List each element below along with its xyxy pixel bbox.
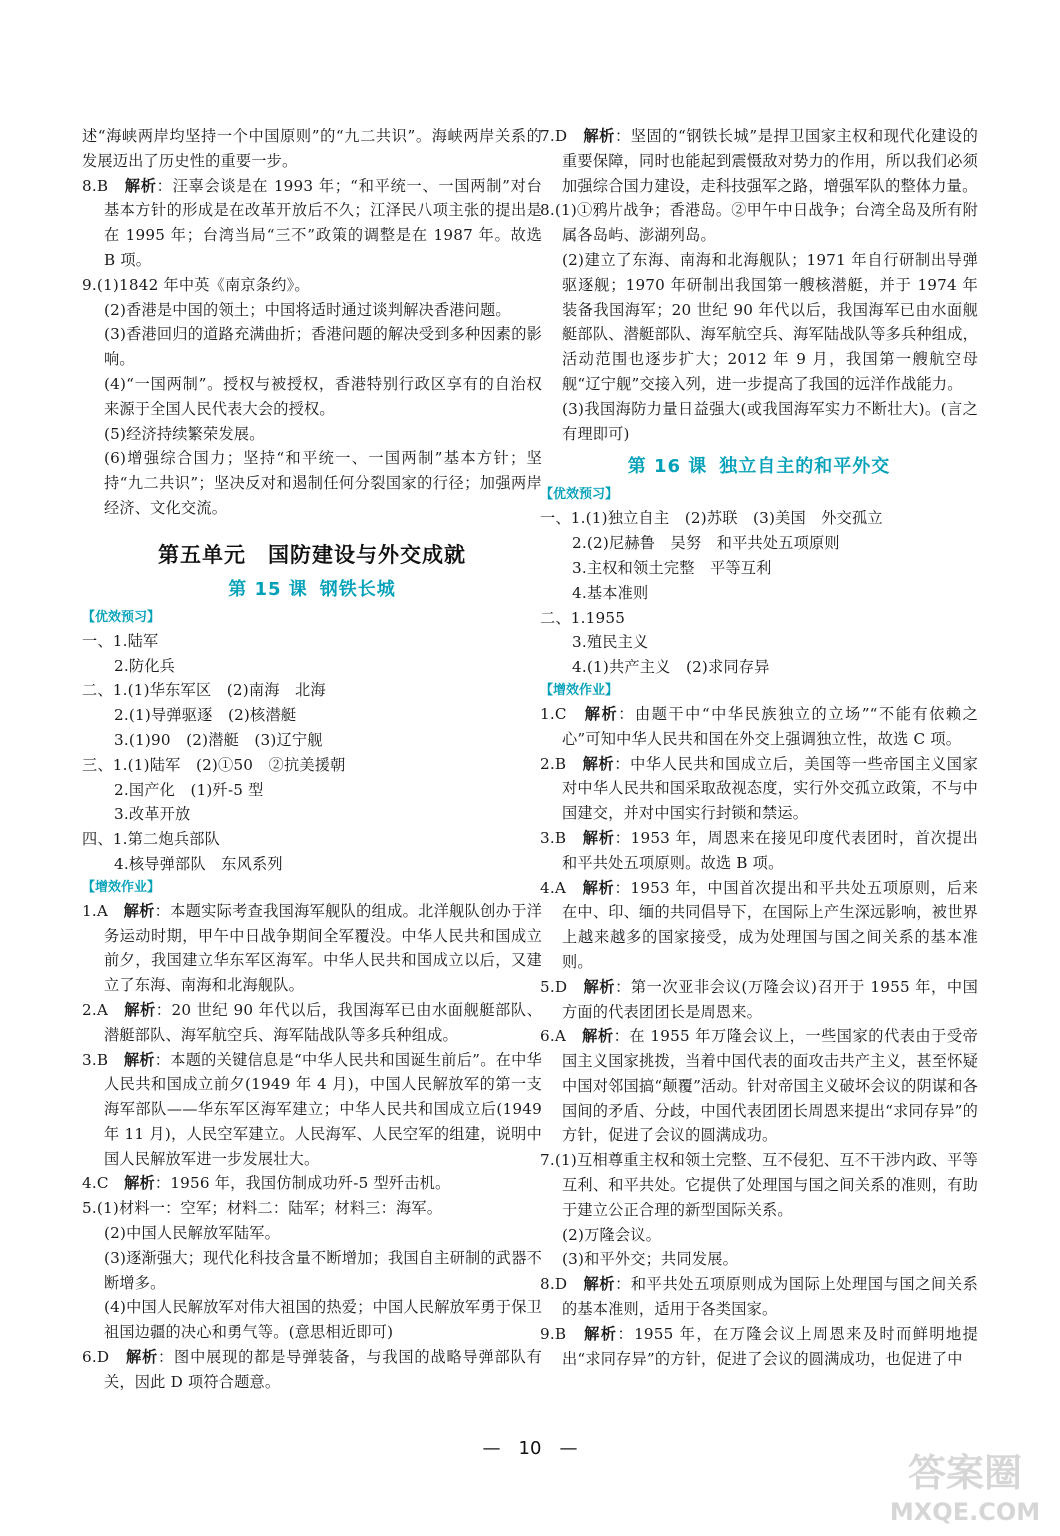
preview-item: 3.殖民主义 [572,633,649,652]
preview-item: 2.(2)尼赫鲁 吴努 和平共处五项原则 [572,534,840,553]
answer-list [82,899,542,1197]
answer-6: 6.D 解析：图中展现的都是导弹装备，与我国的战略导弹部队有关，因此 D 项符合题意。 [82,1348,542,1391]
watermark-logo [890,1440,1040,1530]
answer-number: 2.B [540,754,567,773]
answer-8-2: (2)建立了东海、南海和北海舰队；1971 年自行研制出导弹驱逐舰；1970 年研制出我国第一艘核潜艇，并于 1974 年装备我国海军；20 世纪 90 年代以后，我国海军已由水面舰艇部队、潜艇部队、海军航空兵、海军陆战队等多兵种组成，活动范围也逐步扩大；2012 年 9 月，我国第一艘航空母舰“辽宁舰”交接入列，进一步提高了我国的远洋作战能力。 [562,250,978,393]
answer-9-6: (6)增强综合国力；坚持“和平统一、一国两制”基本方针；坚持“九二共识”；坚决反对和遏制任何分裂国家的行径；加强两岸经济、文化交流。 [104,449,542,517]
analysis-label: 解析 [123,901,155,920]
answer-item [540,975,978,1025]
answer-number: 2.A [82,1000,109,1019]
answer-number: 4.A [540,878,567,897]
preview-item: 3.主权和领土完整 平等互利 [572,558,772,577]
preview-list [540,506,978,680]
answer-5-4: (4)中国人民解放军对伟大祖国的热爱；中国人民解放军勇于保卫祖国边疆的决心和勇气等。(意思相近即可) [104,1298,542,1342]
analysis-text: ：本题实际考查我国海军舰队的组成。北洋舰队创办于洋务运动时期，甲午中日战争期间全军覆没。中华人民共和国成立前夕，我国建立华东军区海军。中华人民共和国成立以后，又建立了东海、南海和北海舰队。 [104,901,542,995]
answer-7-2: (2)万隆会议。 [562,1225,662,1244]
lesson-15-title: 第 15 课 钢铁长城 [228,578,396,600]
analysis-label: 解析 [124,1000,156,1019]
analysis-text: ：本题的关键信息是“中华人民共和国诞生前后”。在中华人民共和国成立前夕(1949 年 4 月)，中国人民解放军的第一支海军部队——华东军区海军建立；中华人民共和国成立后(1949 年 11 月)，人民空军建立。人民海军、人民空军的组建，说明中国人民解放军进一步发展壮大。 [104,1050,543,1168]
analysis-text: ：1955 年，在万隆会议上周恩来及时而鲜明地提出“求同存异”的方针，促进了会议的圆满成功，也促进了中 [562,1324,979,1368]
preview-item: 3.改革开放 [114,805,191,824]
paragraph: 述“海峡两岸均坚持一个中国原则”的“九二共识”。海峡两岸关系的发展迈出了历史性的重要一步。 [82,127,542,170]
answer-9-4: (4)“一国两制”。授权与被授权，香港特别行政区享有的自治权来源于全国人民代表大会的授权。 [104,374,542,418]
right-column [540,124,978,1371]
preview-item: 2.防化兵 [114,656,176,675]
preview-item: 一、1.陆军 [82,631,159,650]
analysis-label: 解析 [584,704,619,723]
answer-list [540,1272,978,1371]
answer-9-3: (3)香港回归的道路充满曲折；香港问题的解决受到多种因素的影响。 [104,325,542,369]
answer-item [82,998,542,1048]
left-column [82,124,542,1395]
answer-9-5: (5)经济持续繁荣发展。 [104,424,265,443]
unit-title: 第五单元 国防建设与外交成就 [158,542,466,567]
answer-item [540,1272,978,1322]
preview-tag: 【优效预习】 [82,609,161,625]
watermark-text: 答案圈 [907,1451,1023,1495]
homework-tag: 【增效作业】 [82,879,161,895]
answer-number: 3.B [540,828,567,847]
preview-tag: 【优效预习】 [540,487,619,503]
answer-8-3: (3)我国海防力量日益强大(或我国海军实力不断壮大)。(言之有理即可) [562,399,978,443]
preview-item: 4.基本准则 [572,583,649,602]
answer-item [540,752,978,826]
analysis-text: ：第一次亚非会议(万隆会议)召开于 1955 年，中国方面的代表团团长是周恩来。 [562,977,979,1021]
watermark-url: MXQE.COM [890,1498,1040,1526]
analysis-text: ：1953 年，中国首次提出和平共处五项原则，后来在中、印、缅的共同倡导下，在国际上产生深远影响，被世界上越来越多的国家接受，成为处理国与国之间关系的基本准则。 [562,878,978,971]
preview-item: 3.(1)90 (2)潜艇 (3)辽宁舰 [114,730,323,749]
analysis-text: ：1953 年，周恩来在接见印度代表团时，首次提出和平共处五项原则。故选 B 项。 [562,828,978,872]
answer-item [82,1048,542,1172]
preview-list [82,629,542,877]
answer-item [82,899,542,998]
analysis-label: 解析 [582,828,615,847]
answer-5-1: 5.(1)材料一：空军；材料二：陆军；材料三：海军。 [82,1199,443,1218]
analysis-label: 解析 [584,1324,618,1343]
analysis-text: ：由题干中“中华民族独立的立场”“不能有依赖之心”可知中华人民共和国在外交上强调独立性，故选 C 项。 [562,704,978,748]
answer-number: 8.D [540,1275,568,1294]
preview-item: 二、1.1955 [540,608,626,627]
answer-item [540,826,978,876]
preview-item: 二、1.(1)华东军区 (2)南海 北海 [82,681,326,700]
lesson-16-title: 第 16 课 独立自主的和平外交 [627,456,891,478]
analysis-label: 解析 [124,1174,155,1193]
page-number: — 10 — [482,1438,578,1459]
preview-item: 4.(1)共产主义 (2)求同存异 [572,658,770,677]
analysis-label: 解析 [582,1027,614,1046]
preview-item: 四、1.第二炮兵部队 [82,830,220,849]
preview-item: 4.核导弹部队 东风系列 [114,854,283,873]
answer-item [540,876,978,975]
answer-item [82,1171,542,1196]
answer-number: 5.D [540,977,568,996]
answer-number: 3.B [82,1050,109,1069]
answer-8: 8.B 解析：汪辜会谈是在 1993 年；“和平统一、一国两制”对台基本方针的形成是在改革开放后不久；江泽民八项主张的提出是在 1995 年；台湾当局“三不”政策的调整是在 1987 年。故选 B 项。 [82,176,543,269]
answer-item [540,1024,978,1148]
answer-number: 6.A [540,1027,567,1046]
answer-number: 1.A [82,901,109,920]
analysis-label: 解析 [582,754,615,773]
preview-item: 2.国产化 (1)歼-5 型 [114,780,264,799]
answer-5-2: (2)中国人民解放军陆军。 [104,1224,280,1243]
answer-7-1: 7.(1)互相尊重主权和领土完整、互不侵犯、互不干涉内政、平等互利、和平共处。它提供了处理国与国之间关系的准则，有助于建立公正合理的新型国际关系。 [540,1151,978,1219]
analysis-text: ：20 世纪 90 年代以后，我国海军已由水面舰艇部队、潜艇部队、海军航空兵、海军陆战队等多兵种组成。 [104,1000,543,1044]
analysis-label: 解析 [123,1050,155,1069]
answer-9-2: (2)香港是中国的领土；中国将适时通过谈判解决香港问题。 [104,300,511,319]
analysis-text: ：和平共处五项原则成为国际上处理国与国之间关系的基本准则，适用于各类国家。 [562,1275,978,1319]
preview-item: 三、1.(1)陆军 (2)①50 ②抗美援朝 [82,755,346,774]
preview-item: 一、1.(1)独立自主 (2)苏联 (3)美国 外交孤立 [540,509,883,528]
preview-item: 2.(1)导弹驱逐 (2)核潜艇 [114,706,297,725]
homework-tag: 【增效作业】 [540,682,619,698]
analysis-text: ：1956 年，我国仿制成功歼-5 型歼击机。 [154,1174,451,1193]
answer-item [540,1322,978,1372]
answer-9-1: 9.(1)1842 年中英《南京条约》。 [82,275,310,294]
analysis-text: ：在 1955 年万隆会议上，一些国家的代表由于受帝国主义国家挑拨，当着中国代表的面攻击共产主义，甚至怀疑中国对邻国搞“颠覆”活动。针对帝国主义破坏会议的阴谋和各国间的矛盾、分歧，中国代表团团长周恩来提出“求同存异”的方针，促进了会议的圆满成功。 [562,1027,979,1145]
analysis-text: ：中华人民共和国成立后，美国等一些帝国主义国家对中华人民共和国采取敌视态度，实行外交孤立政策，不与中国建交，并对中国实行封锁和禁运。 [562,754,978,823]
answer-number: 9.B [540,1324,567,1343]
answer-item [540,702,978,752]
answer-7: 7.D 解析：坚固的“钢铁长城”是捍卫国家主权和现代化建设的重要保障，同时也能起到震慑敌对势力的作用，所以我们必须加强综合国力建设，走科技强军之路，增强军队的整体力量。 [540,127,978,195]
answer-7-3: (3)和平外交；共同发展。 [562,1250,738,1269]
analysis-label: 解析 [583,977,616,996]
analysis-label: 解析 [583,1275,616,1294]
analysis-label: 解析 [582,878,615,897]
answer-8-1: 8.(1)①鸦片战争；香港岛。②甲午中日战争；台湾全岛及所有附属各岛屿、澎湖列岛。 [540,201,978,245]
answer-number: 4.C [82,1174,109,1193]
answer-list [540,702,978,1148]
answer-number: 1.C [540,704,567,723]
answer-5-3: (3)逐渐强大；现代化科技含量不断增加；我国自主研制的武器不断增多。 [104,1248,542,1292]
